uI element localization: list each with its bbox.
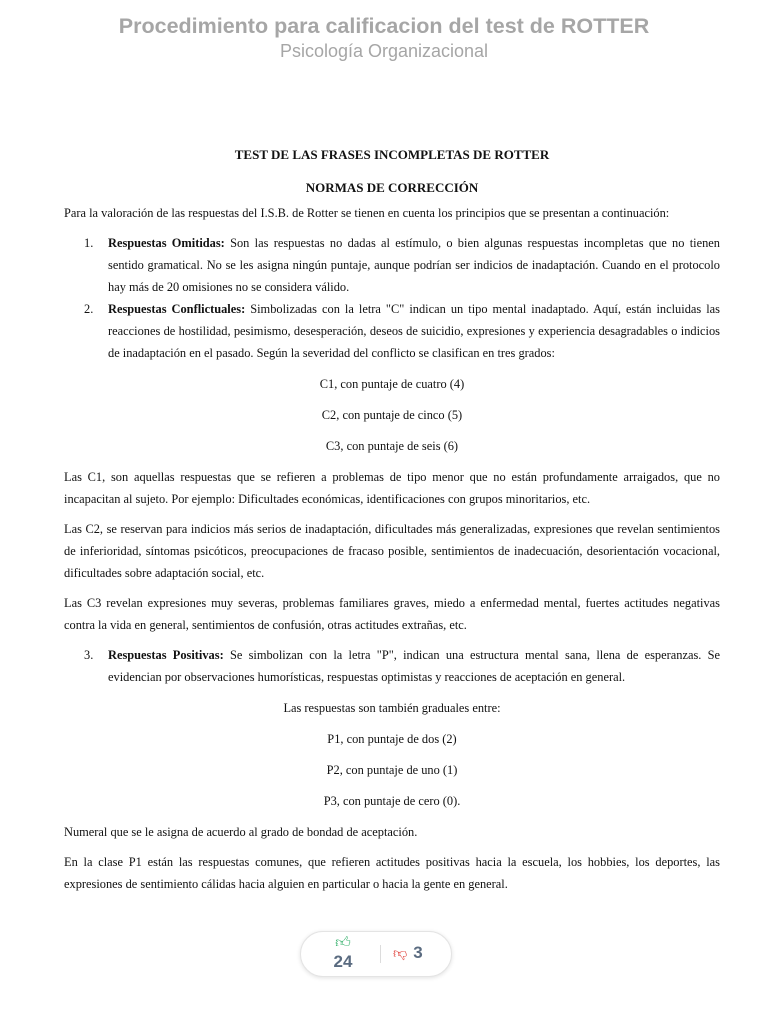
list-number: 1. <box>84 236 94 250</box>
grade-p1: P1, con puntaje de dos (2) <box>327 732 457 746</box>
grade-c3: C3, con puntaje de seis (6) <box>325 439 459 453</box>
upvote-button[interactable] <box>321 934 365 972</box>
list-item-positive <box>64 644 720 688</box>
thumbs-up-icon: 👍︎ <box>335 934 351 951</box>
list-term: Respuestas Positivas: <box>108 648 224 662</box>
upvote-count: 24 <box>333 952 353 971</box>
list-number: 3. <box>84 648 94 662</box>
numeral-paragraph: Numeral que se le asigna de acuerdo al grado de bondad de aceptación. <box>64 825 418 839</box>
grade-p2: P2, con puntaje de uno (1) <box>326 763 458 777</box>
downvote-button[interactable] <box>393 943 423 963</box>
vote-widget <box>300 931 452 977</box>
document-subtitle: Psicología Organizacional <box>279 41 489 61</box>
c3-paragraph: Las C3 revelan expresiones muy severas, problemas familiares graves, miedo a enfermedad mental, fuertes actitudes negativas contra la vida en general, sentimientos de confusión, otras actitudes extrañas, etc. <box>64 596 720 632</box>
downvote-count: 3 <box>413 943 423 962</box>
list-item-omitted <box>64 232 720 298</box>
p1-paragraph: En la clase P1 están las respuestas comunes, que refieren actitudes positivas hacia la escuela, los hobbies, los deportes, las expresiones de sentimiento cálidas hacia alguien en particular o hacia la gente en general. <box>64 855 720 891</box>
p-intro: Las respuestas son también graduales entre: <box>283 701 501 715</box>
document-title: Procedimiento para calificacion del test de ROTTER <box>118 14 650 38</box>
grade-c1: C1, con puntaje de cuatro (4) <box>319 377 465 391</box>
c2-paragraph: Las C2, se reservan para indicios más serios de inadaptación, dificultades más generalizadas, expresiones que revelan sentimientos de inferioridad, síntomas psicóticos, preocupaciones de fracaso posible, sentimientos de inadecuación, desorientación vocacional, dificultades sobre adaptación social, etc. <box>64 522 720 580</box>
list-text: Simbolizadas con la letra "C" indican un tipo mental inadaptado. Aquí, están incluidas las reacciones de hostilidad, pesimismo, desesperación, deseos de suicidio, expresiones y experiencia desagradables o indicios de inadaptación en el pasado. Según la severidad del conflicto se clasifican en tres grados: <box>108 302 720 360</box>
grade-p3: P3, con puntaje de cero (0). <box>323 794 461 808</box>
list-number: 2. <box>84 302 94 316</box>
list-item-conflictual <box>64 298 720 364</box>
intro-paragraph: Para la valoración de las respuestas del I.S.B. de Rotter se tienen en cuenta los principios que se presentan a continuación: <box>64 206 670 220</box>
list-text: Son las respuestas no dadas al estímulo, o bien algunas respuestas incompletas que no tienen sentido gramatical. No se les asigna ningún puntaje, aunque podrían ser indicios de inadaptación. Cuando en el protocolo hay más de 20 omisiones no se considera válido. <box>108 236 721 294</box>
list-term: Respuestas Conflictuales: <box>108 302 246 316</box>
list-text: Se simbolizan con la letra "P", indican una estructura mental sana, llena de esperanzas. Se evidencian por observaciones humorísticas, respuestas optimistas y reacciones de aceptación en general. <box>108 648 720 684</box>
list-term: Respuestas Omitidas: <box>108 236 225 250</box>
vote-divider <box>380 945 381 963</box>
section-title: NORMAS DE CORRECCIÓN <box>305 180 479 195</box>
test-title: TEST DE LAS FRASES INCOMPLETAS DE ROTTER <box>234 147 550 162</box>
document-page <box>64 144 720 903</box>
grade-c2: C2, con puntaje de cinco (5) <box>321 408 463 422</box>
c1-paragraph: Las C1, son aquellas respuestas que se refieren a problemas de tipo menor que no están profundamente arraigados, que no incapacitan al sujeto. Por ejemplo: Dificultades económicas, identificaciones con grupos minoritarios, etc. <box>64 470 720 506</box>
document-header <box>0 12 768 62</box>
thumbs-down-icon: 👎︎ <box>393 944 408 961</box>
